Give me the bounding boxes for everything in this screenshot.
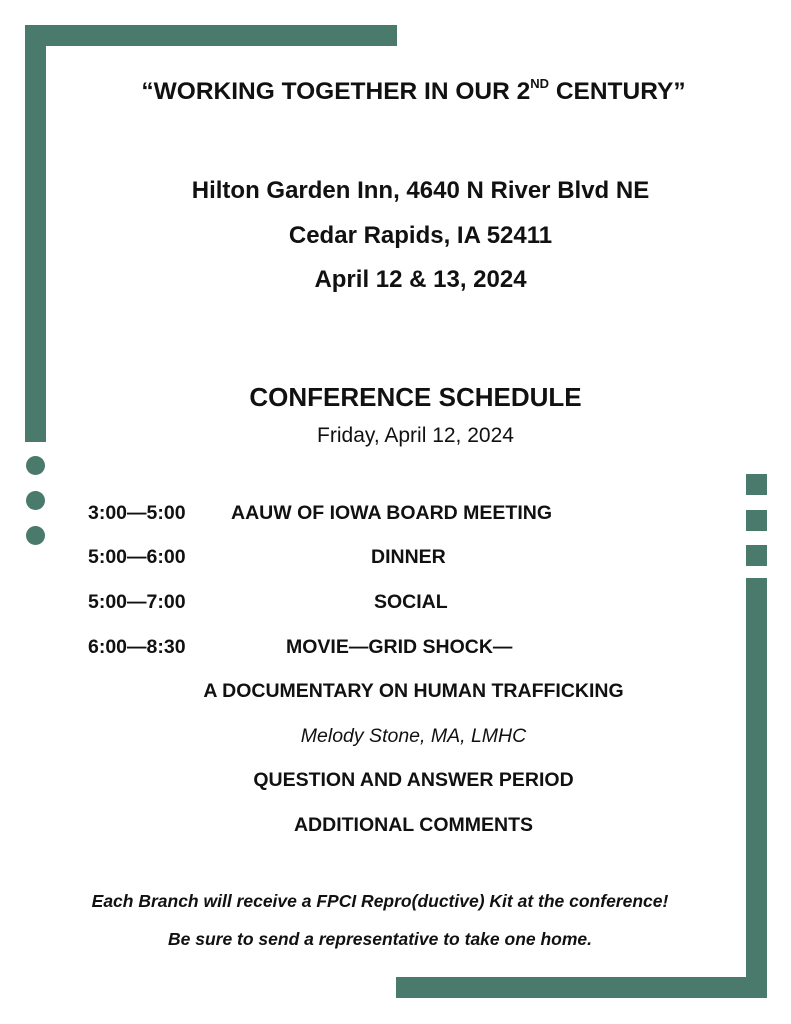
frame-top-bar [25, 25, 397, 46]
additional-comments: ADDITIONAL COMMENTS [293, 814, 534, 836]
venue-city: Cedar Rapids, IA 52411 [288, 222, 553, 249]
presenter-name: Melody Stone, MA, LMHC [300, 725, 527, 747]
schedule-row [0, 591, 791, 617]
schedule-event: SOCIAL [374, 591, 448, 613]
venue-dates: April 12 & 13, 2024 [314, 266, 527, 293]
schedule-title: CONFERENCE SCHEDULE [249, 382, 582, 412]
frame-bottom-bar [396, 977, 767, 998]
schedule-day: Friday, April 12, 2024 [317, 424, 514, 447]
movie-subtitle: A DOCUMENTARY ON HUMAN TRAFFICKING [203, 680, 624, 702]
qa-period: QUESTION AND ANSWER PERIOD [253, 769, 574, 791]
schedule-event: MOVIE—GRID SHOCK— [286, 636, 513, 658]
decor-square-1 [746, 474, 767, 495]
schedule-event: DINNER [371, 546, 446, 568]
theme-superscript: ND [530, 76, 550, 91]
schedule-row [0, 502, 791, 528]
schedule-event: AAUW OF IOWA BOARD MEETING [231, 502, 553, 524]
schedule-time: 3:00—5:00 [88, 502, 186, 524]
venue-address: Hilton Garden Inn, 4640 N River Blvd NE [191, 177, 650, 204]
schedule-time: 5:00—7:00 [88, 591, 186, 613]
schedule-row [0, 636, 791, 662]
schedule-time: 5:00—6:00 [88, 546, 186, 568]
conference-theme: “WORKING TOGETHER IN OUR 2ND CENTURY” [141, 76, 686, 105]
footer-line-2: Be sure to send a representative to take one home. [167, 929, 593, 949]
schedule-row [0, 546, 791, 572]
footer-line-1: Each Branch will receive a FPCI Repro(ductive) Kit at the conference! [91, 891, 669, 911]
schedule-time: 6:00—8:30 [88, 636, 186, 658]
decor-dot-3 [26, 526, 45, 545]
decor-dot-1 [26, 456, 45, 475]
